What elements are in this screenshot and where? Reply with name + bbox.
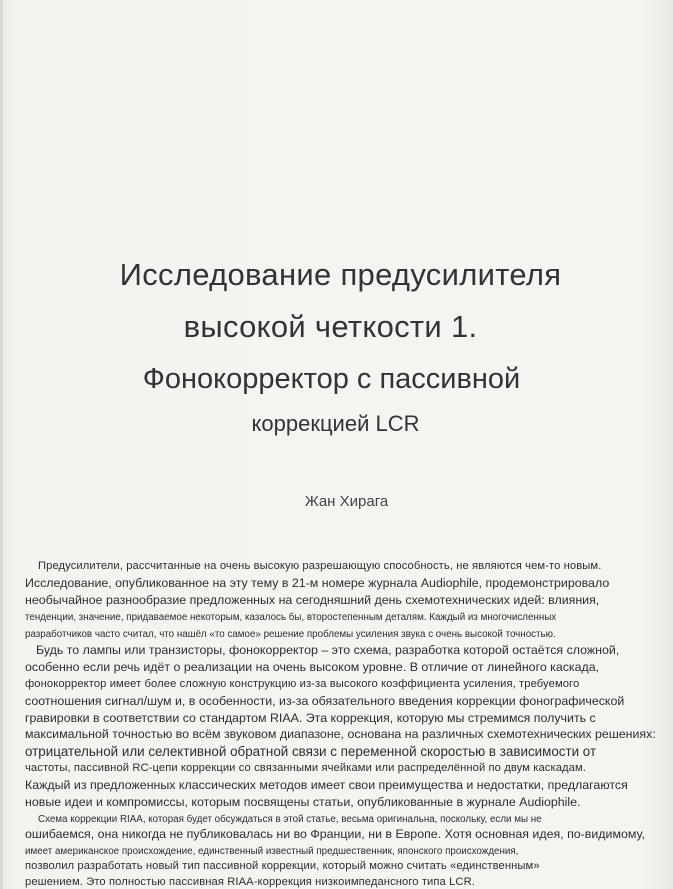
- body-line: необычайное разнообразие предложенных на сегодняшний день схемотехнических идей: влияния,: [25, 593, 600, 607]
- body-line: гравировки в соответствии со стандартом RIAA. Эта коррекция, которую мы стремимся получить с: [25, 711, 596, 725]
- author-name: Жан Хирага: [304, 493, 389, 510]
- title-line-2: высокой четкости 1.: [183, 309, 478, 344]
- body-line: ошибаемся, она никогда не публиковалась ни во Франции, ни в Европе. Хотя основная идея, по-видимому,: [25, 827, 645, 841]
- body-line: Схема коррекции RIAA, которая будет обсуждаться в этой статье, весьма оригинальна, поскольку, если мы не: [38, 814, 542, 825]
- body-line: позволил разработать новый тип пассивной коррекции, который можно считать «единственным»: [25, 860, 540, 872]
- body-line: фонокорректор имеет более сложную конструкцию из-за высокого коэффициента усиления, требуемого: [25, 678, 580, 690]
- body-line: имеет американское происхождение, единственный известный предшественник, японского происхождения,: [25, 846, 519, 857]
- body-line: решением. Это полностью пассивная RIAA-коррекция низкоимпедансного типа LCR.: [25, 876, 475, 888]
- scan-edge-shadow: [0, 0, 3, 889]
- body-line: тенденции, значение, придаваемое некоторым, казалось бы, второстепенным деталям. Каждый из многочисленных: [25, 612, 557, 623]
- body-line: частоты, пассивной RC-цепи коррекции со связанными ячейками или распределённой по двум каскадам.: [25, 762, 586, 774]
- body-line: особенно если речь идёт о реализации на очень высоком уровне. В отличие от линейного каскада,: [25, 660, 600, 674]
- body-line: Каждый из предложенных классических методов имеет свои преимущества и недостатки, предлагаются: [25, 778, 628, 792]
- article-title: [0, 255, 673, 439]
- title-line-3: Фонокорректор с пассивной: [142, 363, 521, 395]
- body-line: отрицательной или селективной обратной связи с переменной скоростью в зависимости от: [25, 744, 597, 759]
- body-line: новые идеи и компромиссы, которым посвящены статьи, опубликованные в журнале Audiophile.: [25, 795, 581, 809]
- title-line-4: коррекцией LCR: [251, 411, 420, 436]
- body-line: разработчиков часто считал, что нашёл «то самое» решение проблемы усиления звука с очень высокой точностью.: [25, 629, 556, 640]
- title-line-1: Исследование предусилителя: [119, 257, 562, 292]
- body-line: Исследование, опубликованное на эту тему в 21-м номере журнала Audiophile, продемонстрировало: [25, 576, 610, 590]
- body-line: Будь то лампы или транзисторы, фонокорректор – это схема, разработка которой остаётся сложной,: [36, 643, 620, 657]
- body-line: максимальной точностью во всём звуковом диапазоне, основана на различных схемотехнических решениях:: [25, 727, 656, 741]
- body-line: Предусилители, рассчитанные на очень высокую разрешающую способность, не являются чем-то новым.: [38, 560, 602, 572]
- body-line: соотношения сигнал/шум и, в особенности, из-за обязательного введения коррекции фонографической: [25, 694, 625, 708]
